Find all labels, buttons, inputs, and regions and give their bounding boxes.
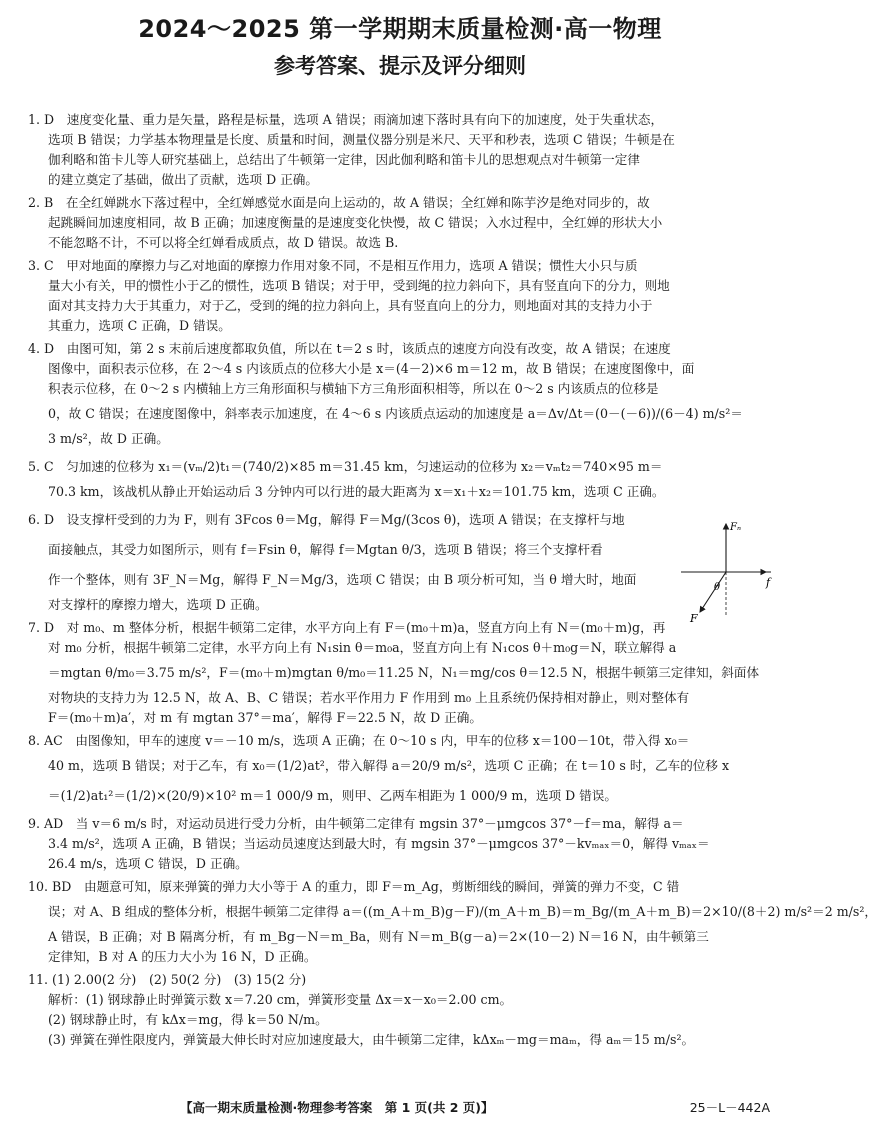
answer-line: 不能忽略不计，不可以将全红婵看成质点，故 D 错误。故选 B. (48, 235, 399, 250)
answer-line: (2) 钢球静止时，有 kΔx＝mg，得 k＝50 N/m。 (48, 1012, 328, 1027)
answer-line: 5. C 匀加速的位移为 x₁＝(vₘ/2)t₁＝(740/2)×85 m＝31.45 km，匀速运动的位移为 x₂＝vₘt₂＝740×95 m＝ (28, 459, 663, 474)
answer-line: 定律知，B 对 A 的压力大小为 16 N，D 正确。 (48, 949, 317, 964)
fn-label: Fₙ (730, 522, 741, 533)
answer-line: 解析：(1) 钢球静止时弹簧示数 x＝7.20 cm，弹簧形变量 Δx＝x－x₀＝2.00 cm。 (48, 992, 513, 1007)
answer-item-2 (28, 193, 780, 253)
answer-line: 6. D 设支撑杆受到的力为 F，则有 3Fcos θ＝Mg，解得 F＝Mg/(3cos θ)，选项 A 错误；在支撑杆与地 (28, 512, 625, 527)
answer-line: 26.4 m/s，选项 C 错误，D 正确。 (48, 856, 248, 871)
page-subtitle: 参考答案、提示及评分细则 (274, 54, 526, 78)
answer-line: 2. B 在全红婵跳水下落过程中，全红婵感觉水面是向上运动的，故 A 错误；全红婵和陈芋汐是绝对同步的，故 (28, 195, 650, 210)
answer-line: 4. D 由图可知，第 2 s 末前后速度都取负值，所以在 t＝2 s 时，该质点的速度方向没有改变，故 A 错误；在速度 (28, 341, 671, 356)
force-label: F (690, 612, 698, 625)
force-f-arrow (700, 572, 726, 612)
answer-item-10 (28, 877, 877, 967)
answer-line: 1. D 速度变化量、重力是矢量，路程是标量，选项 A 错误；雨滴加速下落时具有向下的加速度，处于失重状态， (28, 112, 664, 127)
answer-line: 3.4 m/s²，选项 A 正确，B 错误；当运动员速度达到最大时，有 mgsin 37°－μmgcos 37°－kvₘₐₓ＝0，解得 vₘₐₓ＝ (48, 836, 710, 851)
answer-line: 0，故 C 错误；在速度图像中，斜率表示加速度，在 4～6 s 内该质点运动的加速度是 a＝Δv/Δt＝(0－(－6))/(6－4) m/s²＝ (48, 406, 743, 421)
answer-item-5 (28, 452, 780, 502)
answer-item-6 (28, 505, 780, 615)
answer-line: 其重力，选项 C 正确，D 错误。 (48, 318, 231, 333)
answer-line: 11. (1) 2.00(2 分) (2) 50(2 分) (3) 15(2 分) (28, 972, 307, 987)
answer-item-7 (28, 618, 780, 728)
answer-line: 选项 B 错误；力学基本物理量是长度、质量和时间，测量仪器分别是米尺、天平和秒表，选项 C 错误；牛顿是在 (48, 132, 675, 147)
answer-item-11 (28, 970, 780, 1050)
answer-line: 9. AD 当 v＝6 m/s 时，对运动员进行受力分析，由牛顿第二定律有 mgsin 37°－μmgcos 37°－f＝ma，解得 a＝ (28, 816, 684, 831)
answer-line: 对 m₀ 分析，根据牛顿第二定律，水平方向上有 N₁sin θ＝m₀a，竖直方向上有 N₁cos θ＋m₀g＝N，联立解得 a (48, 640, 677, 655)
answer-line: 对物块的支持力为 12.5 N，故 A、B、C 错误；若水平作用力 F 作用到 m₀ 上且系统仍保持相对静止，则对整体有 (48, 690, 690, 705)
answer-line: 误；对 A、B 组成的整体分析，根据牛顿第二定律得 a＝((m_A＋m_B)g－F)/(m_A＋m_B)＝m_Bg/(m_A＋m_B)＝2×10/(8＋2) m/s²＝2 m/s²， (48, 904, 877, 919)
answer-line: 3. C 甲对地面的摩擦力与乙对地面的摩擦力作用对象不同，不是相互作用力，选项 A 错误；惯性大小只与质 (28, 258, 638, 273)
answer-line: 3 m/s²，故 D 正确。 (48, 431, 169, 446)
answer-line: 的建立奠定了基础，做出了贡献，选项 D 正确。 (48, 172, 318, 187)
answer-line: 伽利略和笛卡儿等人研究基础上，总结出了牛顿第一定律，因此伽利略和笛卡儿的思想观点对牛顿第一定律 (48, 152, 640, 167)
answer-line: F＝(m₀＋m)a′，对 m 有 mgtan 37°＝ma′，解得 F＝22.5 N，故 D 正确。 (48, 710, 482, 725)
answer-line: 10. BD 由题意可知，原来弹簧的弹力大小等于 A 的重力，即 F＝m_Ag，剪断细线的瞬间，弹簧的弹力不变，C 错 (28, 879, 680, 894)
footer-code: 25－L－442A (689, 1100, 770, 1115)
answer-line: 对支撑杆的摩擦力增大，选项 D 正确。 (48, 597, 268, 612)
force-diagram (676, 516, 776, 626)
answer-line: 起跳瞬间加速度相同，故 B 正确；加速度衡量的是速度变化快慢，故 C 错误；入水过程中，全红婵的形状大小 (48, 215, 663, 230)
answer-line: ＝mgtan θ/m₀＝3.75 m/s²，F＝(m₀＋m)mgtan θ/m₀＝11.25 N，N₁＝mg/cos θ＝12.5 N，根据牛顿第三定律知，斜面体 (48, 665, 760, 680)
answer-line: 8. AC 由图像知，甲车的速度 v＝－10 m/s，选项 A 正确；在 0～10 s 内，甲车的位移 x＝100－10t，带入得 x₀＝ (28, 733, 690, 748)
page-footer (0, 1098, 800, 1120)
answer-line: 70.3 km，该战机从静止开始运动后 3 分钟内可以行进的最大距离为 x＝x₁＋x₂＝101.75 km，选项 C 正确。 (48, 484, 665, 499)
answer-line: 积表示位移，在 0～2 s 内横轴上方三角形面积与横轴下方三角形面积相等，所以在 0～2 s 内该质点的位移是 (48, 381, 659, 396)
answer-line: 40 m，选项 B 错误；对于乙车，有 x₀＝(1/2)at²，带入解得 a＝20/9 m/s²，选项 C 正确；在 t＝10 s 时，乙车的位移 x (48, 758, 730, 773)
answer-line: 图像中，面积表示位移，在 2～4 s 内该质点的位移大小是 x＝(4－2)×6 m＝12 m，故 B 错误；在速度图像中，面 (48, 361, 695, 376)
answer-line: A 错误，B 正确；对 B 隔离分析，有 m_Bg－N＝m_Ba，则有 N＝m_B(g－a)＝2×(10－2) N＝16 N，由牛顿第三 (48, 929, 709, 944)
answer-line: 面对其支持力大于其重力，对于乙，受到的绳的拉力斜向上，具有竖直向上的分力，则地面对其的支持力小于 (48, 298, 653, 313)
answer-line: 面接触点，其受力如图所示，则有 f＝Fsin θ，解得 f＝Mgtan θ/3，选项 B 错误；将三个支撑杆看 (48, 542, 603, 557)
answer-item-9 (28, 814, 780, 874)
footer-page-info: 【高一期末质量检测·物理参考答案 第 1 页(共 2 页)】 (180, 1100, 494, 1115)
answer-line: 作一个整体，则有 3F_N＝Mg，解得 F_N＝Mg/3，选项 C 错误；由 B 项分析可知，当 θ 增大时，地面 (48, 572, 637, 587)
friction-label: f (766, 576, 771, 589)
page-title: 2024～2025 第一学期期末质量检测·高一物理 (138, 15, 662, 43)
answer-item-1 (28, 110, 780, 190)
answer-line: 7. D 对 m₀、m 整体分析，根据牛顿第二定律，水平方向上有 F＝(m₀＋m)a，竖直方向上有 N＝(m₀＋m)g，再 (28, 620, 666, 635)
page-header (0, 0, 800, 82)
answer-item-8 (28, 731, 780, 811)
answer-item-3 (28, 256, 780, 336)
answer-line: 量大小有关，甲的惯性小于乙的惯性，选项 B 错误；对于甲，受到绳的拉力斜向下，具有竖直向下的分力，则地 (48, 278, 670, 293)
answer-line: (3) 弹簧在弹性限度内，弹簧最大伸长时对应加速度最大，由牛顿第二定律，kΔxₘ－mg＝maₘ，得 aₘ＝15 m/s²。 (48, 1032, 695, 1047)
answer-list (28, 110, 877, 1053)
answer-line: ＝(1/2)at₁²＝(1/2)×(20/9)×10² m＝1 000/9 m，则甲、乙两车相距为 1 000/9 m，选项 D 错误。 (48, 788, 617, 803)
answer-item-4 (28, 339, 780, 449)
theta-label: θ (714, 582, 721, 593)
